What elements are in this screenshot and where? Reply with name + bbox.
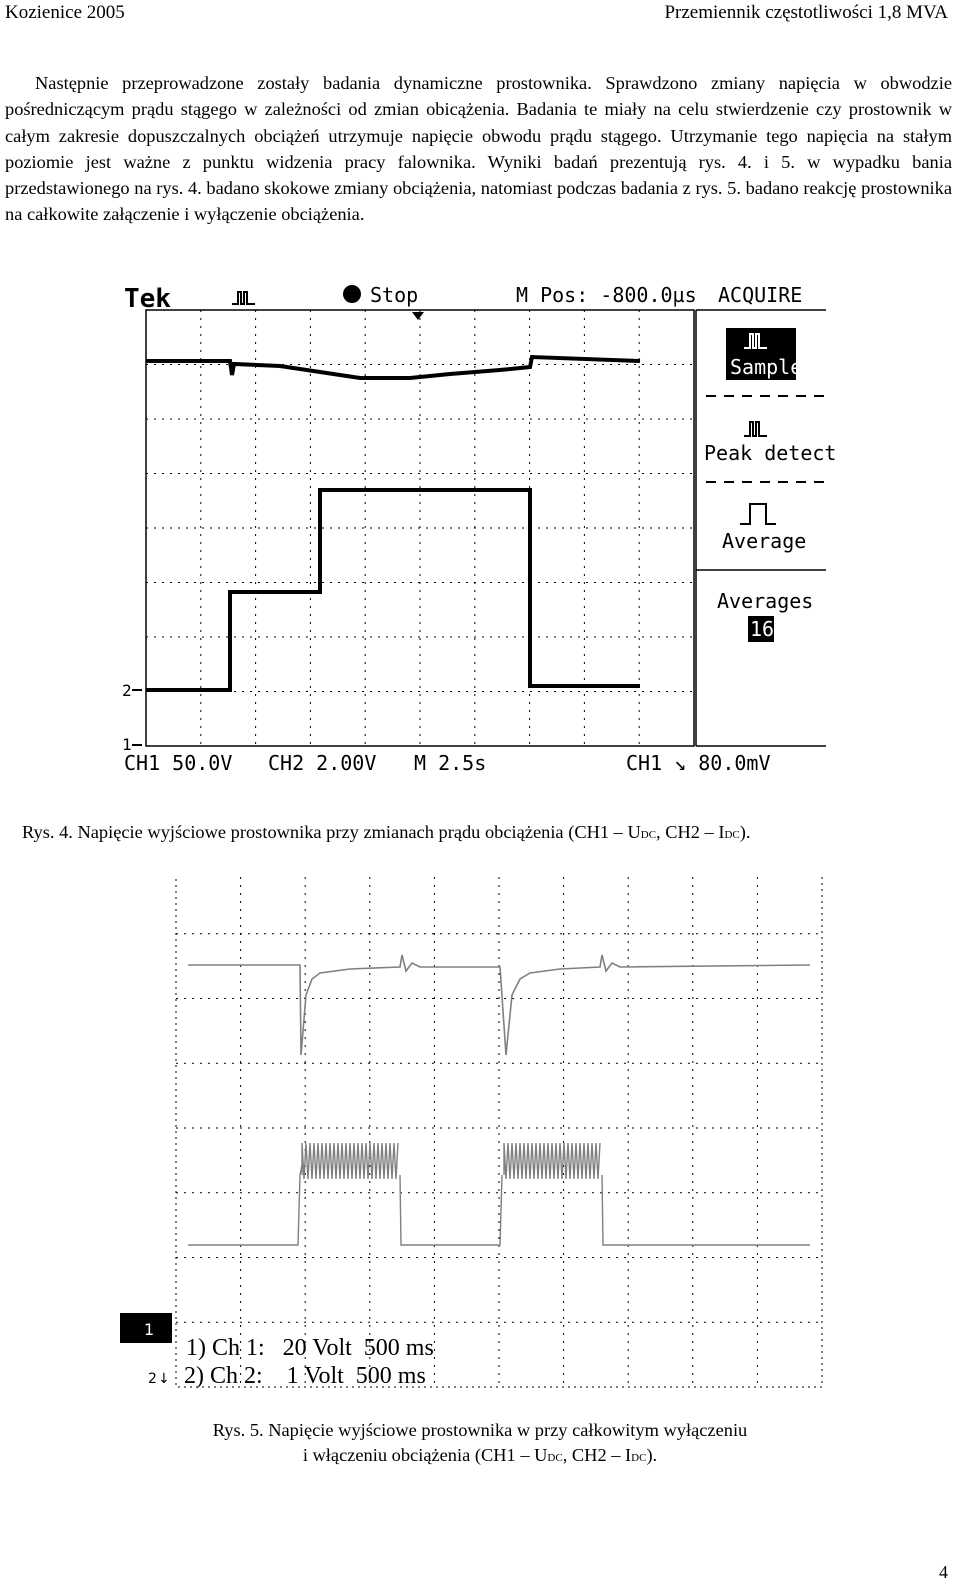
tek-brand: Tek bbox=[124, 284, 171, 314]
acquire-label: ACQUIRE bbox=[718, 283, 803, 307]
menu-average[interactable]: Average bbox=[722, 529, 807, 553]
ch2-ground-marker: 2 bbox=[122, 681, 132, 700]
menu-sample[interactable]: Sample bbox=[730, 355, 803, 379]
oscilloscope-figure-2 bbox=[120, 875, 836, 1411]
averages-value[interactable]: 16 bbox=[750, 617, 775, 641]
page-number: 4 bbox=[939, 1562, 948, 1582]
menu-averages[interactable]: Averages bbox=[717, 589, 814, 613]
oscilloscope-figure-1 bbox=[120, 280, 836, 780]
fig2-ch1-marker: 1 bbox=[144, 1320, 155, 1339]
header-right: Przemiennik częstotliwości 1,8 MVA bbox=[664, 2, 948, 23]
ch2-scale: CH2 2.00V bbox=[268, 751, 377, 775]
figure-2-caption-line2: i włączeniu obciążenia (CH1 – UDC, CH2 – IDC). bbox=[302, 1445, 658, 1465]
status-label: Stop bbox=[370, 283, 419, 307]
figure-2-caption bbox=[0, 1418, 960, 1471]
time-scale: M 2.5s bbox=[414, 751, 487, 775]
legend-ch1: 1) Ch 1: 20 Volt 500 ms bbox=[186, 1335, 434, 1361]
figure-2-caption-line1: Rys. 5. Napięcie wyjściowe prostownika w przy całkowitym wyłączeniu bbox=[212, 1420, 748, 1440]
menu-peak-detect[interactable]: Peak detect bbox=[704, 441, 836, 465]
legend-ch2: 2) Ch 2: 1 Volt 500 ms bbox=[184, 1363, 426, 1389]
header-left: Kozienice 2005 bbox=[5, 2, 125, 23]
fig2-ch2-arrow-icon: ↓ bbox=[158, 1371, 170, 1387]
ch1-ground-marker: 1 bbox=[122, 735, 132, 754]
mpos-label: M Pos: -800.0µs bbox=[516, 283, 697, 307]
stop-indicator-icon bbox=[343, 285, 361, 303]
body-paragraph: Następnie przeprowadzone zostały badania dynamiczne prostownika. Sprawdzono zmiany napięcia w obwodzie pośredniczącym prądu stągego w zależności od zmian obicążenia. Badania te miały na celu stwierdzenie czy prostownik w całym zakresie dopuszczalnych obciążeń utrzymuje napięcie obwodu prądu stągego. Utrzymanie tego napięcia na stałym poziomie jest ważne z punktu widzenia pracy falownika. Wyniki badań prezentują rys. 4. i 5. w wypadku bania przedstawionego na rys. 4. badano skokowe zmiany obciążenia, natomiast podczas badania z rys. 5. badano reakcję prostownika na całkowite załączenie i wyłączenie obciążenia. bbox=[5, 73, 952, 225]
figure-1-caption: Rys. 4. Napięcie wyjściowe prostownika przy zmianach prądu obciążenia (CH1 – UDC, CH2 – IDC). bbox=[22, 822, 751, 842]
ch1-scale: CH1 50.0V bbox=[124, 751, 233, 775]
trigger-readout: CH1 ↘ 80.0mV bbox=[626, 751, 771, 775]
fig2-ch2-marker: 2 bbox=[148, 1371, 157, 1387]
